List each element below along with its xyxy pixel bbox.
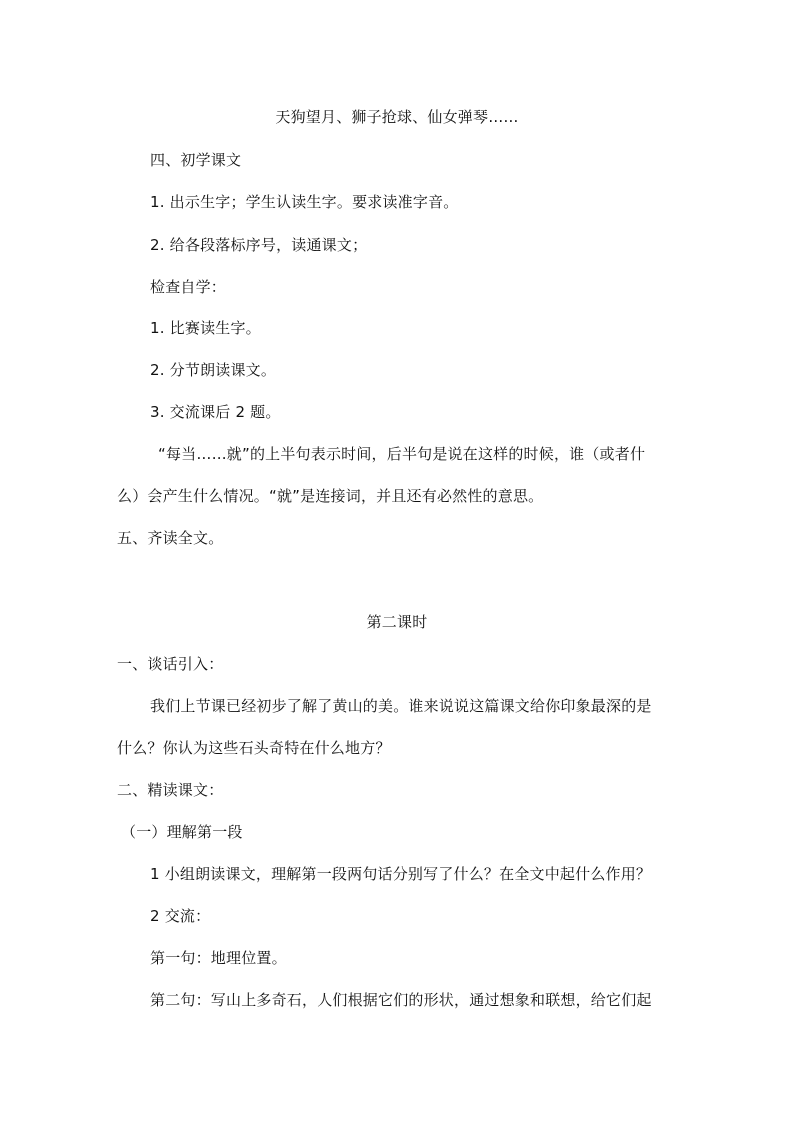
text-line-4: 2. 给各段落标序号，读通课文； <box>150 236 368 254</box>
text-line-18: 1 小组朗读课文，理解第一段两句话分别写了什么？在全文中起什么作用？ <box>150 865 652 883</box>
section-heading-4: 四、初学课文 <box>150 151 242 169</box>
text-line-8: 3. 交流课后 2 题。 <box>150 403 281 421</box>
section-heading-1: 一、谈话引入： <box>117 655 224 673</box>
subsection-heading-1: （一）理解第一段 <box>121 823 243 841</box>
text-line-21: 第二句：写山上多奇石，人们根据它们的形状，通过想象和联想，给它们起 <box>150 991 652 1009</box>
text-line-3: 1. 出示生字；学生认读生字。要求读准字音。 <box>150 193 459 211</box>
text-line-5: 检查自学： <box>150 278 227 296</box>
text-line-9: “每当……就”的上半句表示时间，后半句是说在这样的时候，谁（或者什 <box>158 445 646 463</box>
text-line-1: 天狗望月、狮子抢球、仙女弹琴…… <box>275 108 519 126</box>
text-line-7: 2. 分节朗读课文。 <box>150 361 277 379</box>
section-heading-2: 二、精读课文： <box>117 781 224 799</box>
lesson-title: 第二课时 <box>366 613 428 631</box>
text-line-6: 1. 比赛读生字。 <box>150 319 261 337</box>
text-line-14: 我们上节课已经初步了解了黄山的美。谁来说说这篇课文给你印象最深的是 <box>150 697 652 715</box>
text-line-15: 什么？你认为这些石头奇特在什么地方？ <box>117 739 391 757</box>
text-line-19: 2 交流： <box>150 907 211 925</box>
text-line-20: 第一句：地理位置。 <box>150 949 287 967</box>
section-heading-5: 五、齐读全文。 <box>117 529 224 547</box>
text-line-10: 么）会产生什么情况。“就”是连接词，并且还有必然性的意思。 <box>117 487 544 505</box>
